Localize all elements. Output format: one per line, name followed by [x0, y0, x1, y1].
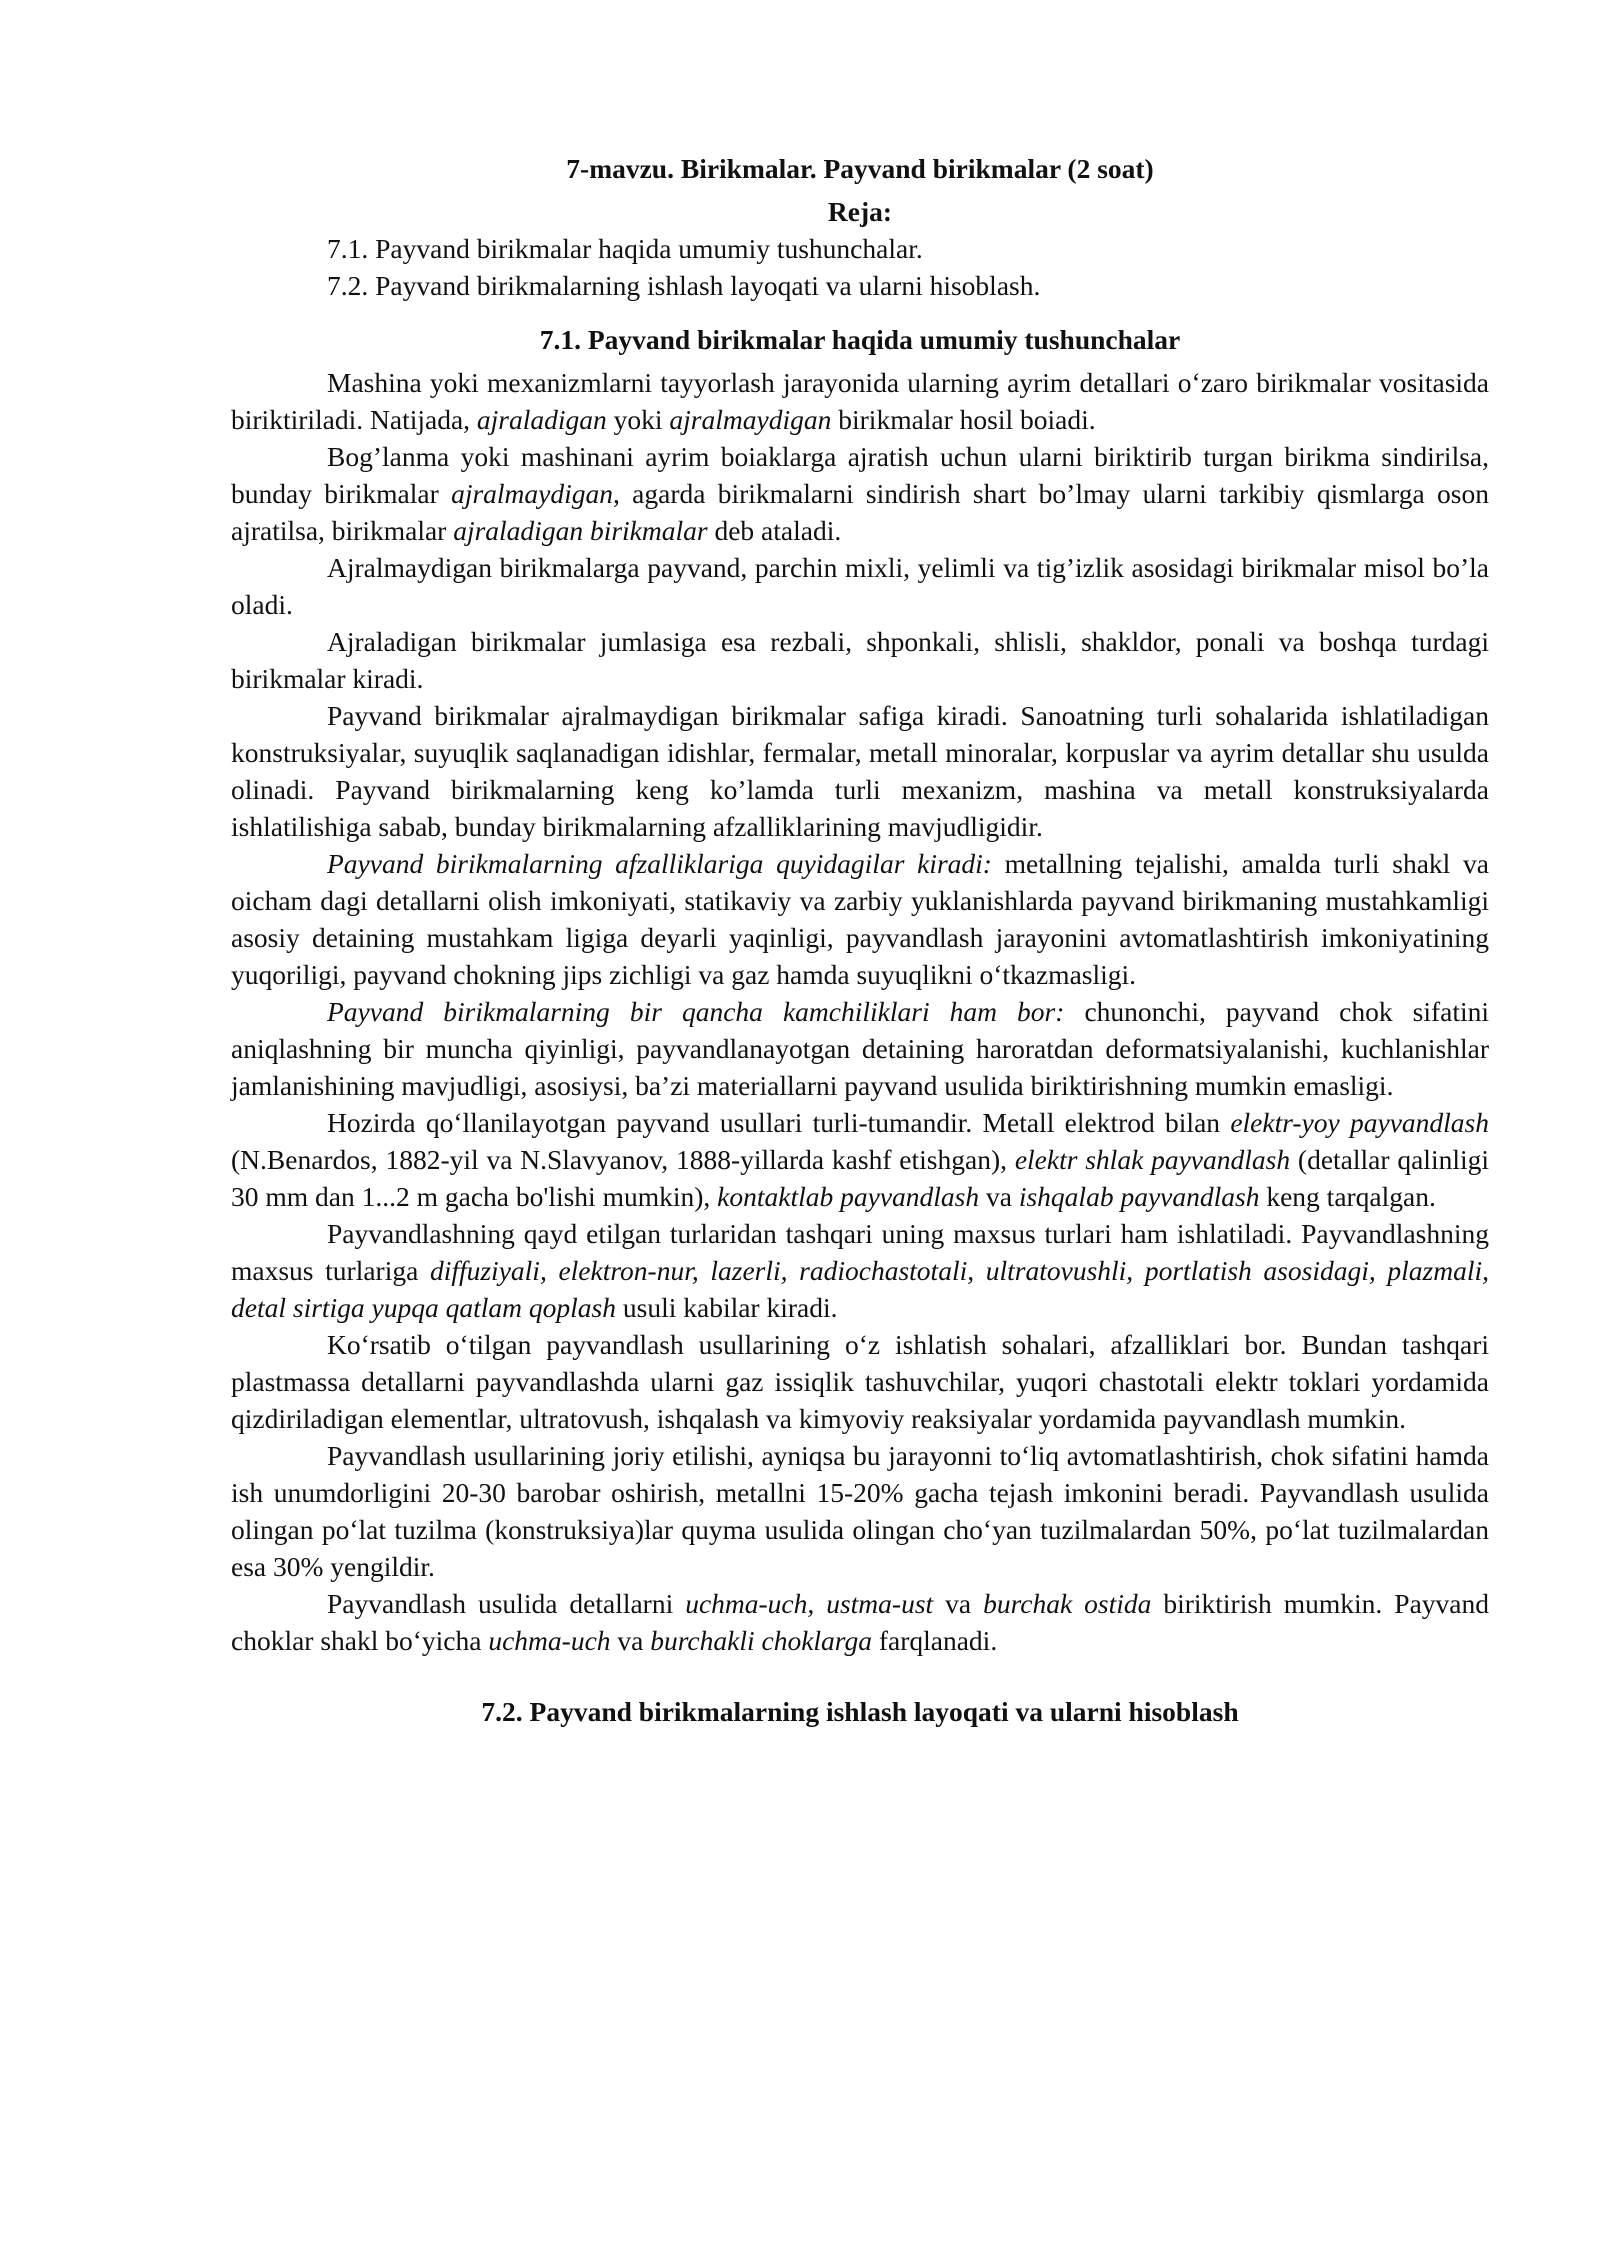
- paragraph: Payvand birikmalarning afzalliklariga quyidagilar kiradi: metallning tejalishi, amalda turli shakl va oicham dagi detallarni olish imkoniyati, statikaviy va zarbiy yuklanishlarda payvand birikmaning mustahkamligi asosiy detaining mustahkam ligiga deyarli yaqinligi, payvandlash jarayonini avtomatlashtirish imkoniyatining yuqoriligi, payvand chokning jips zichligi va gaz hamda suyuqlikni o‘tkazmasligi.: [231, 848, 1489, 990]
- plan-item: 7.1. Payvand birikmalar haqida umumiy tushunchalar.: [327, 233, 923, 264]
- paragraph: Payvandlash usullarining joriy etilishi, ayniqsa bu jarayonni to‘liq avtomatlashtirish, chok sifatini hamda ish unumdorligini 20-30 barobar oshirish, metallni 15-20% gacha tejash imkonini beradi. Payvandlash usulida olingan po‘lat tuzilma (konstruksiya)lar quyma usulida olingan cho‘yan tuzilmalardan 50%, po‘lat tuzilmalardan esa 30% yengildir.: [231, 1440, 1489, 1582]
- paragraph: Payvandlashning qayd etilgan turlaridan tashqari uning maxsus turlari ham ishlatiladi. Payvandlashning maxsus turlariga diffuziyali, elektron-nur, lazerli, radiochastotali, ultratovushli, portlatish asosidagi, plazmali, detal sirtiga yupqa qatlam qoplash usuli kabilar kiradi.: [231, 1218, 1489, 1323]
- paragraph: Ajraladigan birikmalar jumlasiga esa rezbali, shponkali, shlisli, shakldor, ponali va boshqa turdagi birikmalar kiradi.: [231, 626, 1489, 694]
- document-page: [231, 150, 1489, 1730]
- paragraph: Payvand birikmalarning bir qancha kamchiliklari ham bor: chunonchi, payvand chok sifatini aniqlashning bir muncha qiyinligi, payvandlanayotgan detaining haroratdan deformatsiyalanishi, kuchlanishlar jamlanishining mavjudligi, asosiysi, ba’zi materiallarni payvand usulida biriktirishning mumkin emasligi.: [231, 996, 1490, 1101]
- paragraph: Payvand birikmalar ajralmaydigan birikmalar safiga kiradi. Sanoatning turli sohalarida ishlatiladigan konstruksiyalar, suyuqlik saqlanadigan idishlar, fermalar, metall minoralar, korpuslar va ayrim detallar shu usulda olinadi. Payvand birikmalarning keng ko’lamda turli mexanizm, mashina va metall konstruksiyalarda ishlatilishiga sabab, bunday birikmalarning afzalliklarining mavjudligidir.: [231, 700, 1489, 842]
- paragraph: Mashina yoki mexanizmlarni tayyorlash jarayonida ularning ayrim detallari o‘zaro birikmalar vositasida biriktiriladi. Natijada, ajraladigan yoki ajralmaydigan birikmalar hosil boiadi.: [231, 367, 1489, 435]
- section-title: 7.1. Payvand birikmalar haqida umumiy tushunchalar: [539, 324, 1181, 355]
- paragraph: Ajralmaydigan birikmalarga payvand, parchin mixli, yelimli va tig’izlik asosidagi birikmalar misol bo’la oladi.: [231, 552, 1489, 620]
- paragraph: Ko‘rsatib o‘tilgan payvandlash usullarining o‘z ishlatish sohalari, afzalliklari bor. Bundan tashqari plastmassa detallarni payvandlashda ularni gaz issiqlik tashuvchilar, yuqori chastotali elektr toklari yordamida qizdiriladigan elementlar, ultratovush, ishqalash va kimyoviy reaksiyalar yordamida payvandlash mumkin.: [231, 1329, 1489, 1434]
- plan-item: 7.2. Payvand birikmalarning ishlash layoqati va ularni hisoblash.: [327, 270, 1041, 301]
- section-title: 7.2. Payvand birikmalarning ishlash layoqati va ularni hisoblash: [481, 1696, 1239, 1727]
- plan-heading: Reja:: [827, 196, 893, 227]
- paragraph: Payvandlash usulida detallarni uchma-uch, ustma-ust va burchak ostida biriktirish mumkin. Payvand choklar shakl bo‘yicha uchma-uch va burchakli choklarga farqlanadi.: [231, 1588, 1489, 1656]
- paragraph: Hozirda qo‘llanilayotgan payvand usullari turli-tumandir. Metall elektrod bilan elektr-yoy payvandlash (N.Benardos, 1882-yil va N.Slavyanov, 1888-yillarda kashf etishgan), elektr shlak payvandlash (detallar qalinligi 30 mm dan 1...2 m gacha bo'lishi mumkin), kontaktlab payvandlash va ishqalab payvandlash keng tarqalgan.: [231, 1107, 1490, 1212]
- paragraph: Bog’lanma yoki mashinani ayrim boiaklarga ajratish uchun ularni biriktirib turgan birikma sindirilsa, bunday birikmalar ajralmaydigan, agarda birikmalarni sindirish shart bo’lmay ularni tarkibiy qismlarga oson ajratilsa, birikmalar ajraladigan birikmalar deb ataladi.: [231, 441, 1489, 546]
- document-title: 7-mavzu. Birikmalar. Payvand birikmalar (2 soat): [566, 153, 1154, 184]
- plan-list: [231, 230, 1489, 304]
